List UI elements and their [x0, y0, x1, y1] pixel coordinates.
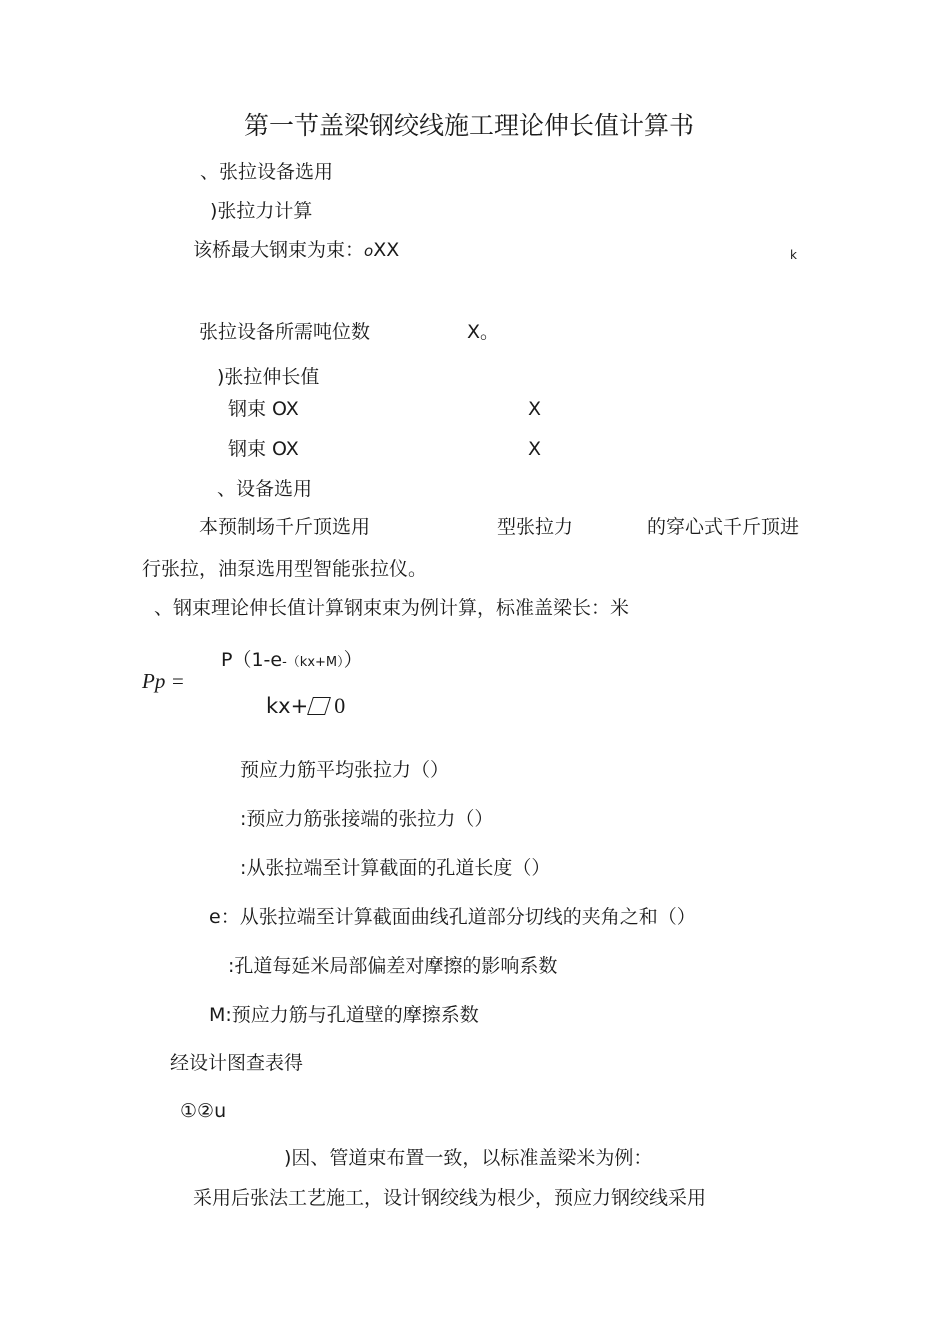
tonnage-x: X。	[467, 321, 500, 343]
formula-numerator-p: P（1-e	[221, 649, 283, 671]
max-bundle-label: 该桥最大钢束为束：	[193, 239, 365, 261]
bundle-line-2-label: 钢束 OX	[228, 438, 299, 460]
max-bundle-mark: o	[364, 242, 374, 260]
definition-average-force: 预应力筋平均张拉力（）	[240, 759, 450, 781]
note-text: )因、管道束布置一致，以标准盖梁米为例：	[284, 1147, 653, 1169]
formula-exponent: -（kx+M）	[282, 655, 344, 670]
bundle-line-2-x: X	[528, 438, 542, 460]
formula-numerator	[221, 648, 363, 675]
document-title: 第一节盖梁钢绞线施工理论伸长值计算书	[244, 111, 695, 140]
definition-friction-coefficient: M:预应力筋与孔道壁的摩擦系数	[209, 1004, 479, 1026]
formula-numerator-close: ）	[343, 649, 363, 671]
definition-duct-length: :从张拉端至计算截面的孔道长度（）	[240, 857, 551, 879]
tonnage-label: 张拉设备所需吨位数	[199, 321, 371, 343]
definition-deviation-coefficient: :孔道每延米局部偏差对摩擦的影响系数	[228, 955, 558, 977]
bundle-line-1-label: 钢束 OX	[228, 398, 299, 420]
definition-angle-sum: e：从张拉端至计算截面曲线孔道部分切线的夹角之和（）	[209, 906, 696, 928]
k-mark: k	[790, 248, 797, 262]
equipment-text-1: 本预制场千斤顶选用	[199, 516, 371, 538]
section-heading-calculation: 、钢束理论伸长值计算钢束束为例计算，标准盖梁长：米	[154, 597, 630, 619]
method-text: 采用后张法工艺施工，设计钢绞线为根少，预应力钢绞线采用	[193, 1187, 707, 1209]
formula-lhs: Pp =	[142, 669, 185, 693]
equipment-text-3: 的穿心式千斤顶进	[647, 516, 800, 538]
lookup-text: 经设计图查表得	[170, 1052, 304, 1074]
max-bundle-value: XX	[373, 239, 400, 261]
bundle-line-1-x: X	[528, 398, 542, 420]
theta-box-icon	[307, 697, 331, 715]
subheading-tension-force: )张拉力计算	[210, 200, 313, 222]
formula-denominator-zero: 0	[334, 693, 346, 718]
equipment-text-2: 型张拉力	[497, 516, 574, 538]
formula-denominator	[266, 694, 345, 718]
subheading-equipment-selection: 、设备选用	[217, 478, 313, 500]
formula-denominator-text: kx+	[266, 694, 309, 718]
max-bundle-line	[193, 238, 399, 263]
params-text: ①②u	[180, 1100, 227, 1122]
subheading-elongation: )张拉伸长值	[217, 366, 320, 388]
equipment-text-4: 行张拉，油泵选用型智能张拉仪。	[142, 558, 428, 580]
section-heading-equipment: 、张拉设备选用	[200, 161, 334, 183]
definition-end-force: :预应力筋张接端的张拉力（）	[240, 808, 494, 830]
